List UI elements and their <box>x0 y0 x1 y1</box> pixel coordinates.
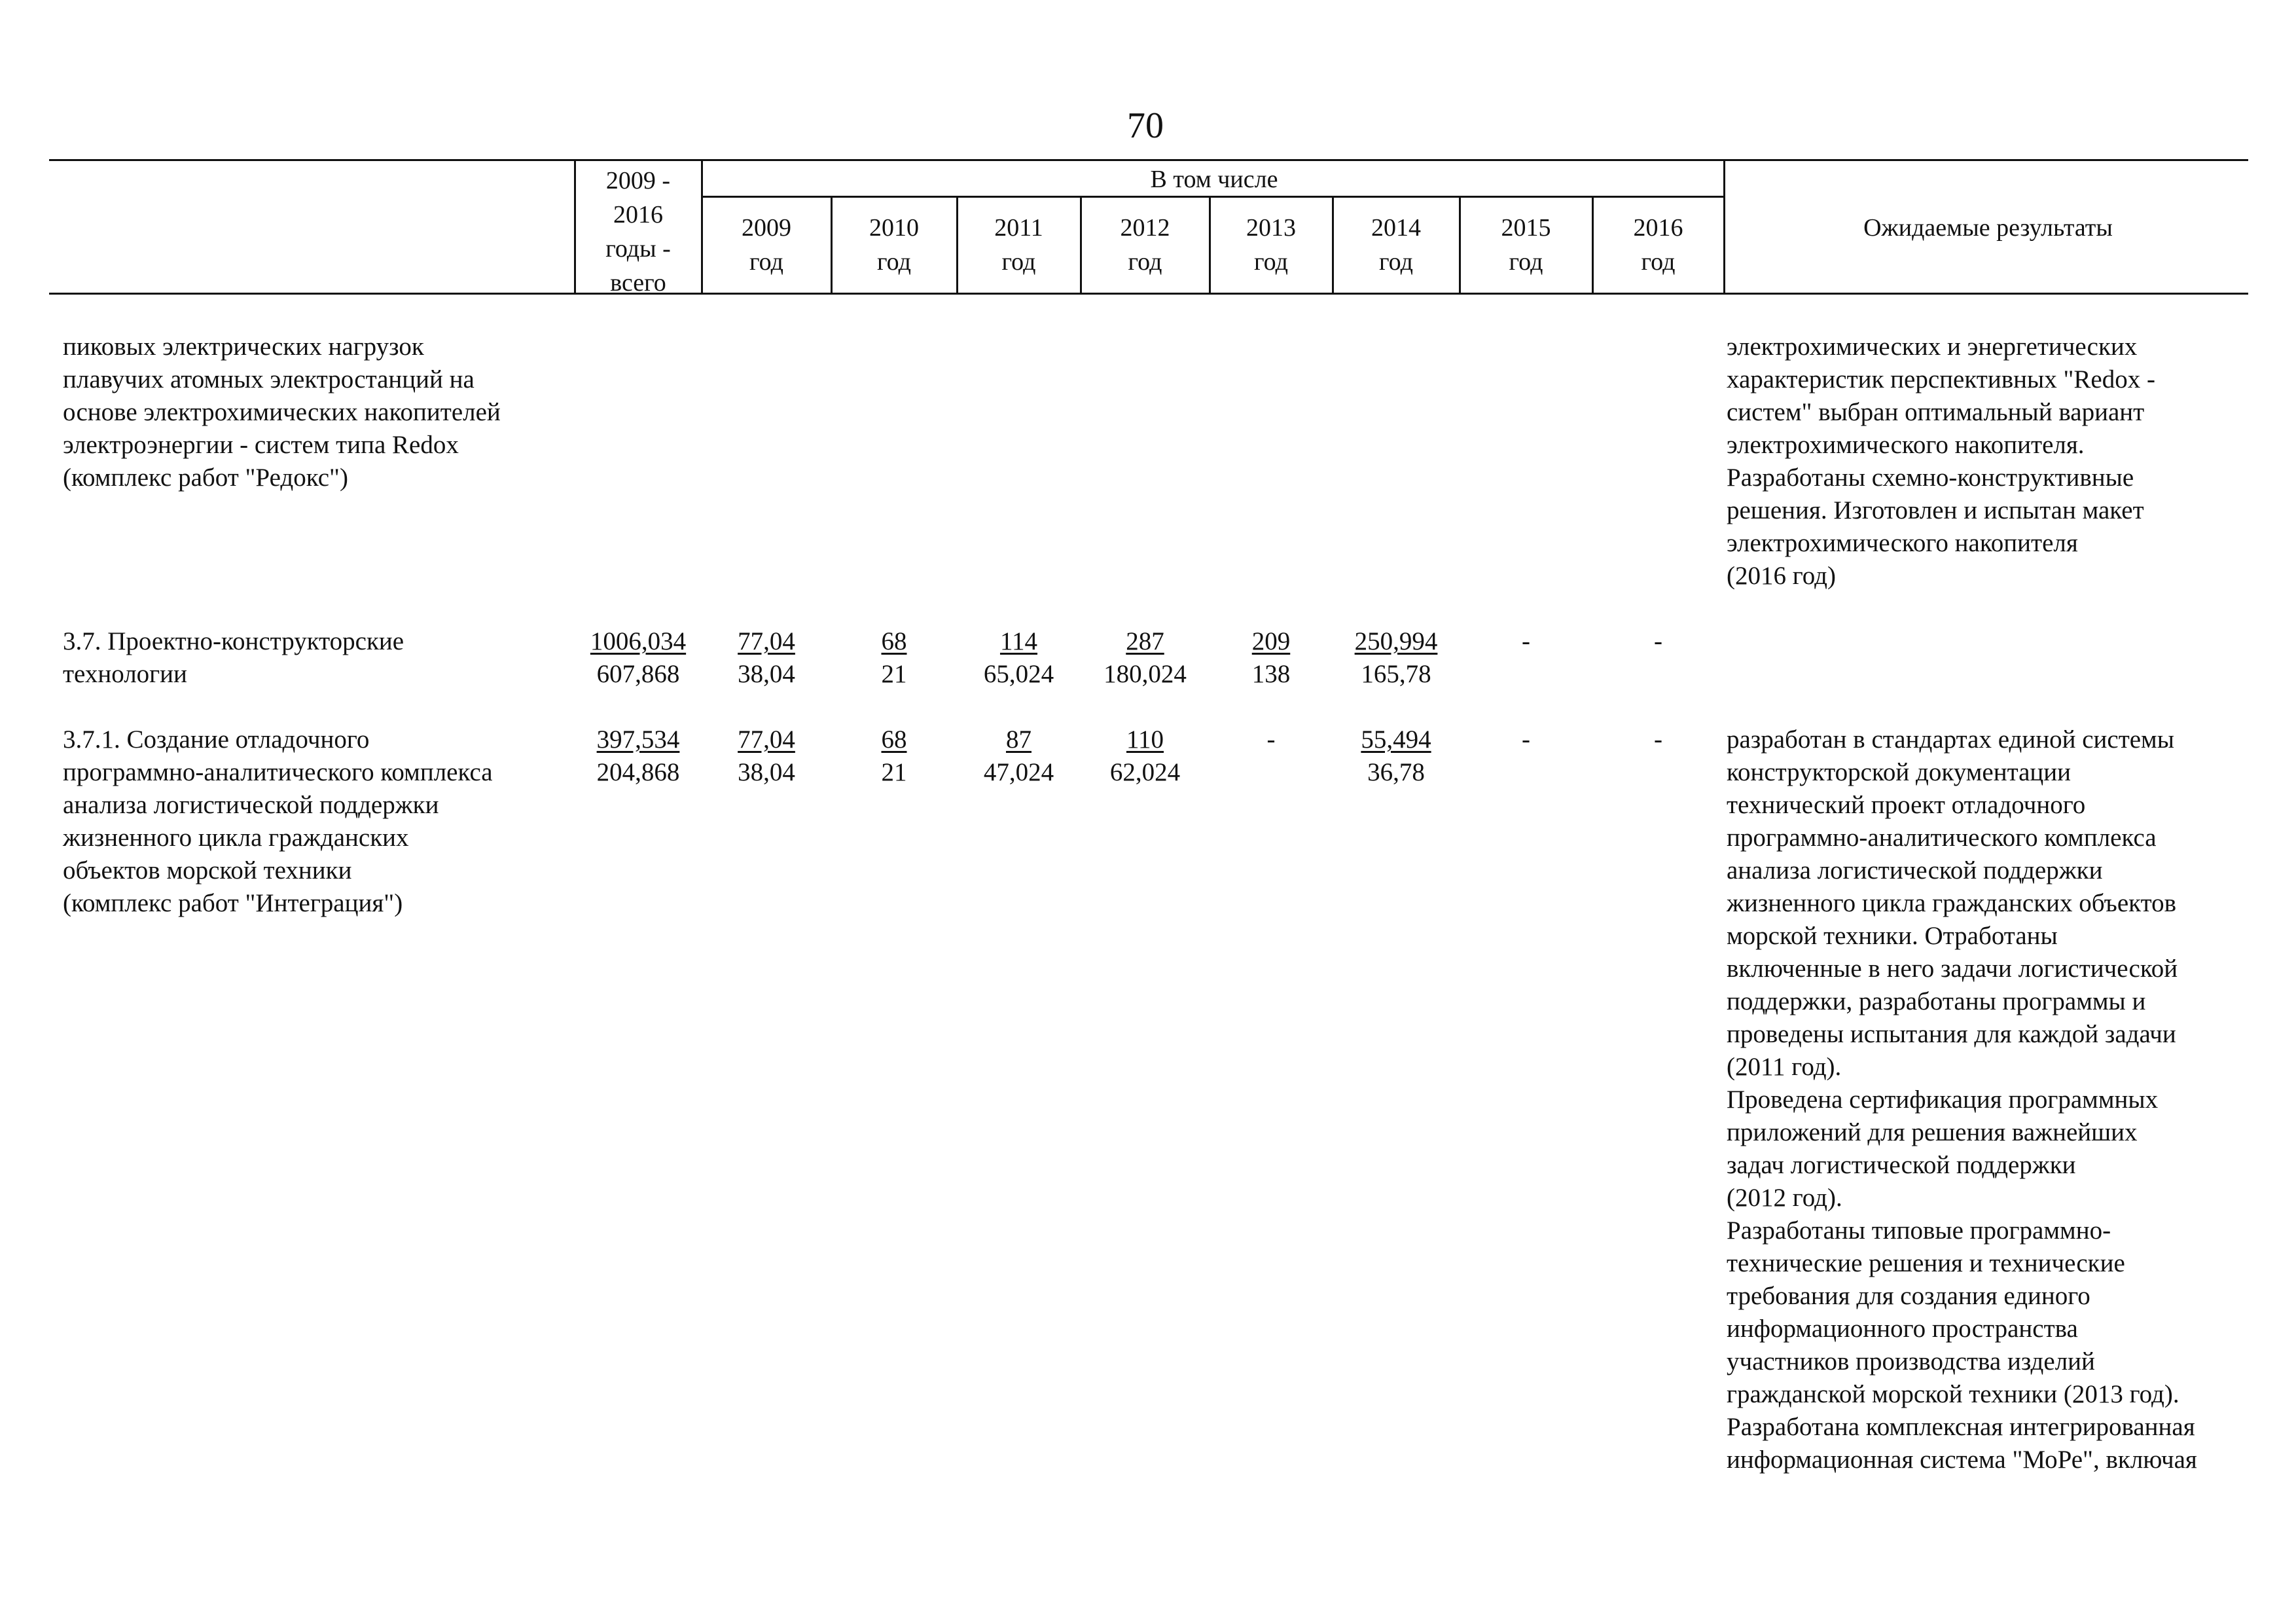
row-result-line: (2012 год). <box>1727 1184 1842 1212</box>
row-year-planned: 250,994 <box>1354 627 1438 655</box>
row-result-line: решения. Изготовлен и испытан макет <box>1727 496 2144 524</box>
row-year-planned: - <box>1522 627 1530 655</box>
row-result-line: приложений для решения важнейших <box>1727 1118 2138 1146</box>
row-year-actual <box>1081 363 1210 396</box>
row-result-line: информационная система "МоРе", включая <box>1727 1446 2197 1474</box>
header-year-unit: год <box>1641 248 1676 276</box>
row-year-actual: 138 <box>1251 660 1291 688</box>
header-total-line-1: 2009 - <box>605 167 671 194</box>
header-year-number: 2009 <box>742 214 791 242</box>
row-name-line: (комплекс работ "Интеграция") <box>63 889 403 917</box>
row-year-actual <box>702 363 831 396</box>
row-result-line: характеристик перспективных "Redox - <box>1727 365 2155 393</box>
row-year-planned: 68 <box>881 725 907 754</box>
row-result-line: проведены испытания для каждой задачи <box>1727 1020 2176 1048</box>
row-year-cell <box>702 625 831 691</box>
row-year-actual: 47,024 <box>983 758 1054 786</box>
row-name-line: объектов морской техники <box>63 856 352 884</box>
row-year-cell <box>1081 331 1210 396</box>
row-year-actual <box>831 363 957 396</box>
row-name-line: программно-аналитического комплекса <box>63 758 493 786</box>
row-result-line: морской техники. Отработаны <box>1727 922 2058 950</box>
row-year-planned: - <box>1522 725 1530 754</box>
row-year-cell <box>1460 625 1592 691</box>
row-year-planned: 87 <box>1006 725 1031 754</box>
row-name-line: жизненного цикла гражданских <box>63 824 409 852</box>
row-year-actual: 65,024 <box>983 660 1054 688</box>
header-results-label: Ожидаемые результаты <box>1863 214 2113 242</box>
row-result-line: технические решения и технические <box>1727 1249 2125 1277</box>
row-year-actual <box>957 363 1081 396</box>
row-year-cell <box>1210 331 1333 396</box>
row-year-cell <box>1333 723 1460 789</box>
row-total-cell <box>576 625 700 691</box>
row-name-line: (комплекс работ "Редокс") <box>63 464 348 492</box>
row-year-actual: 38,04 <box>738 660 795 688</box>
header-year-unit: год <box>877 248 911 276</box>
row-year-actual <box>1210 363 1333 396</box>
row-total-actual <box>576 363 700 396</box>
row-year-planned: 55,494 <box>1361 725 1431 754</box>
row-result-line: информационного пространства <box>1727 1315 2078 1343</box>
header-year-unit: год <box>1379 248 1413 276</box>
row-year-cell <box>1333 331 1460 396</box>
row-year-actual <box>1460 756 1592 789</box>
row-expected-result <box>1727 331 2155 593</box>
header-year-cell <box>1592 211 1724 279</box>
row-year-cell <box>1460 723 1592 789</box>
row-name-line: электроэнергии - систем типа Redox <box>63 431 459 459</box>
row-result-line: технический проект отладочного <box>1727 791 2086 819</box>
header-year-number: 2016 <box>1633 214 1683 242</box>
row-year-cell <box>1592 331 1724 396</box>
row-year-planned: - <box>1654 627 1662 655</box>
row-year-cell <box>1210 723 1333 789</box>
header-total-line-3: годы - <box>605 235 671 263</box>
row-total-planned: 1006,034 <box>590 627 687 655</box>
row-year-actual: 38,04 <box>738 758 795 786</box>
header-year-cell <box>1333 211 1460 279</box>
row-year-planned: 287 <box>1126 627 1164 655</box>
row-year-actual: 62,024 <box>1109 758 1181 786</box>
row-year-cell <box>1081 723 1210 789</box>
header-group-label: В том числе <box>1150 166 1278 193</box>
row-result-line: электрохимических и энергетических <box>1727 333 2138 361</box>
row-year-planned: 209 <box>1251 627 1291 655</box>
row-year-cell <box>702 331 831 396</box>
row-year-cell <box>957 723 1081 789</box>
row-result-line: Проведена сертификация программных <box>1727 1085 2159 1114</box>
row-year-cell <box>1592 625 1724 691</box>
page-number: 70 <box>1127 105 1164 146</box>
header-year-unit: год <box>1509 248 1543 276</box>
row-result-line: разработан в стандартах единой системы <box>1727 725 2174 754</box>
row-year-cell <box>1333 625 1460 691</box>
row-result-line: (2011 год). <box>1727 1053 1842 1081</box>
row-year-planned: 77,04 <box>738 725 795 754</box>
header-year-number: 2015 <box>1501 214 1551 242</box>
row-result-line: (2016 год) <box>1727 562 1836 590</box>
row-year-actual: 165,78 <box>1361 660 1431 688</box>
row-total-cell <box>576 723 700 789</box>
row-expected-result <box>1727 723 2197 1476</box>
row-total-planned: 397,534 <box>596 725 680 754</box>
row-result-line: программно-аналитического комплекса <box>1727 824 2157 852</box>
row-year-cell <box>1081 625 1210 691</box>
row-year-planned: 77,04 <box>738 627 795 655</box>
row-year-cell <box>957 625 1081 691</box>
row-name <box>63 331 501 494</box>
row-year-cell <box>831 625 957 691</box>
header-year-unit: год <box>1001 248 1036 276</box>
row-name-line: 3.7. Проектно-конструкторские <box>63 627 404 655</box>
row-result-line: поддержки, разработаны программы и <box>1727 987 2146 1015</box>
header-year-unit: год <box>749 248 783 276</box>
header-year-cell <box>702 211 831 279</box>
row-year-cell <box>831 331 957 396</box>
header-year-cell <box>1460 211 1592 279</box>
row-result-line: конструкторской документации <box>1727 758 2072 786</box>
row-result-line: анализа логистической поддержки <box>1727 856 2103 884</box>
header-bottom-rule <box>49 293 2248 295</box>
row-year-actual <box>1592 658 1724 691</box>
row-name-line: основе электрохимических накопителей <box>63 398 501 426</box>
row-name-line: технологии <box>63 660 187 688</box>
header-year-number: 2012 <box>1120 214 1170 242</box>
row-year-planned: 114 <box>999 627 1038 655</box>
row-year-planned: 68 <box>881 627 907 655</box>
row-year-planned: - <box>1654 725 1662 754</box>
header-top-rule <box>49 159 2248 161</box>
header-total-line-4: всего <box>610 269 666 297</box>
header-year-number: 2010 <box>869 214 919 242</box>
header-total-line-2: 2016 <box>613 201 663 228</box>
row-year-actual <box>1210 756 1333 789</box>
row-total-cell <box>576 331 700 396</box>
row-year-planned: - <box>1266 725 1276 754</box>
header-year-number: 2014 <box>1371 214 1421 242</box>
header-year-cell <box>1081 211 1210 279</box>
row-result-line: требования для создания единого <box>1727 1282 2090 1310</box>
row-name-line: плавучих атомных электростанций на <box>63 365 475 393</box>
row-year-cell <box>702 723 831 789</box>
row-year-actual <box>1460 363 1592 396</box>
row-result-line: гражданской морской техники (2013 год). <box>1727 1380 2179 1408</box>
row-total-actual: 607,868 <box>596 660 680 688</box>
row-year-actual: 180,024 <box>1103 660 1187 688</box>
header-year-cell <box>1210 211 1333 279</box>
row-total-actual: 204,868 <box>596 758 680 786</box>
row-year-actual <box>1333 363 1460 396</box>
row-year-planned: 110 <box>1126 725 1164 754</box>
row-name-line: 3.7.1. Создание отладочного <box>63 725 370 754</box>
row-year-actual <box>1592 363 1724 396</box>
row-result-line: Разработана комплексная интегрированная <box>1727 1413 2195 1441</box>
header-total-cell <box>576 164 700 300</box>
row-name-line: анализа логистической поддержки <box>63 791 439 819</box>
row-year-actual <box>1592 756 1724 789</box>
row-result-line: включенные в него задачи логистической <box>1727 955 2178 983</box>
row-year-cell <box>1210 625 1333 691</box>
row-name <box>63 723 493 920</box>
header-year-number: 2011 <box>994 214 1043 242</box>
header-year-cell <box>831 211 957 279</box>
row-result-line: жизненного цикла гражданских объектов <box>1727 889 2177 917</box>
row-year-cell <box>957 331 1081 396</box>
row-year-cell <box>1460 331 1592 396</box>
row-result-line: систем" выбран оптимальный вариант <box>1727 398 2145 426</box>
row-result-line: задач логистической поддержки <box>1727 1151 2076 1179</box>
header-year-cell <box>957 211 1081 279</box>
row-year-cell <box>1592 723 1724 789</box>
row-year-actual: 21 <box>881 758 907 786</box>
row-name-line: пиковых электрических нагрузок <box>63 333 424 361</box>
row-result-line: электрохимического накопителя <box>1727 529 2078 557</box>
row-name <box>63 625 404 691</box>
row-result-line: участников производства изделий <box>1727 1347 2095 1376</box>
row-year-cell <box>831 723 957 789</box>
row-year-actual: 21 <box>881 660 907 688</box>
header-year-unit: год <box>1128 248 1162 276</box>
row-result-line: Разработаны типовые программно- <box>1727 1216 2111 1245</box>
header-year-number: 2013 <box>1246 214 1296 242</box>
row-year-actual: 36,78 <box>1367 758 1425 786</box>
header-year-unit: год <box>1254 248 1288 276</box>
row-result-line: электрохимического накопителя. <box>1727 431 2085 459</box>
row-year-actual <box>1460 658 1592 691</box>
row-result-line: Разработаны схемно-конструктивные <box>1727 464 2134 492</box>
